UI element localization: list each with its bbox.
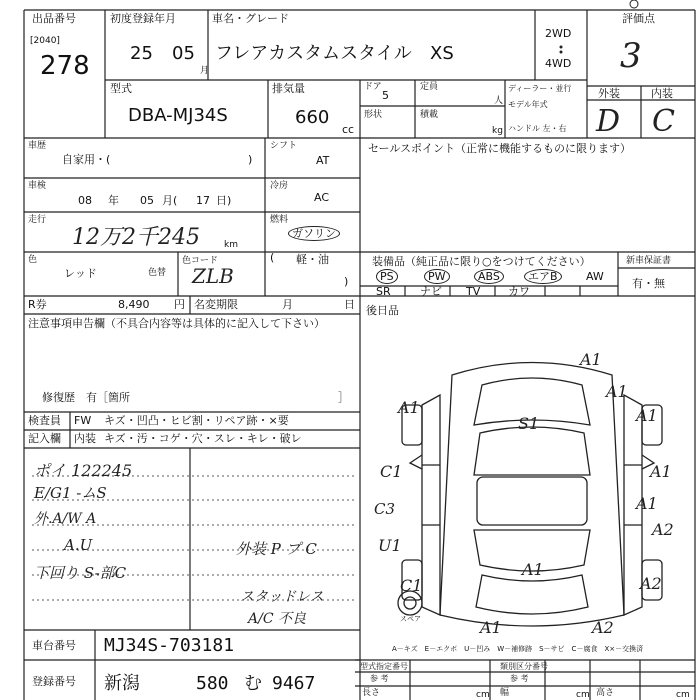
handwritten-note: ポイ 122245 — [34, 461, 133, 480]
fw-label: FW — [74, 414, 92, 427]
equip-pw: PW — [424, 271, 450, 283]
spare-label: スペア — [400, 615, 421, 623]
damage-mark: A1 — [580, 350, 602, 369]
insp-month: 05 — [140, 194, 154, 207]
drive-4wd: 4WD — [545, 57, 572, 70]
equip-abs: ABS — [474, 271, 504, 283]
damage-mark: C1 — [400, 576, 423, 595]
fuel-paren-close: ) — [344, 275, 349, 288]
caution-label: 注意事項申告欄（不具合内容等は具体的に記入して下さい） — [28, 317, 325, 330]
damage-legend: A－キズ E－エクボ U－凹み W－補修跡 S－サビ C－腐食 X×－交換済 — [392, 645, 644, 653]
damage-mark: A1 — [398, 398, 420, 417]
form-type-label: 型式指定番号 — [360, 662, 408, 671]
capacity-label: 定員 — [420, 82, 439, 92]
handle-label: ハンドル 左・右 — [508, 124, 567, 133]
displacement: 660 — [295, 107, 330, 128]
name-change-month: 月 — [282, 298, 293, 311]
model-year-label: モデル年式 — [508, 100, 548, 109]
damage-mark: C3 — [374, 500, 396, 518]
entry-label: 記入欄 — [28, 432, 61, 445]
displacement-label: 排気量 — [272, 82, 305, 95]
ac-value: AC — [314, 191, 330, 204]
shift-label: シフト — [270, 141, 298, 151]
fuel-circled: ガソリン — [288, 226, 340, 241]
fuel-value — [288, 228, 340, 240]
car-name-label: 車名・グレード — [212, 12, 289, 25]
repair-close: ］ — [338, 391, 349, 404]
chassis-label: 車台番号 — [32, 639, 76, 652]
insp-day-unit: 日) — [216, 194, 232, 207]
lot-code: [2040] — [30, 36, 60, 46]
color-change-label: 色替 — [148, 268, 167, 278]
damage-mark: S1 — [518, 414, 540, 433]
color-value: レッド — [64, 267, 97, 280]
grade: XS — [430, 43, 454, 64]
shape-label: 形状 — [364, 110, 383, 120]
plate-number: 9467 — [272, 673, 316, 694]
insp-year: 08 — [78, 194, 92, 207]
plate-kana: む — [244, 673, 262, 694]
cc-unit: cc — [342, 123, 355, 136]
damage-mark: A2 — [640, 574, 662, 593]
damage-mark: A1 — [650, 462, 672, 481]
equip-airbag: エアB — [524, 271, 562, 283]
plate-class: 580 — [196, 673, 229, 694]
handwritten-note: 下回り S-部C — [34, 564, 127, 582]
fuel-paren-open: ( — [270, 251, 275, 264]
damage-mark: A1 — [636, 494, 658, 513]
form-class-label: 類別区分番号 — [500, 662, 548, 671]
name-change-day: 日 — [344, 298, 355, 311]
ref-label-a: 参 考 — [370, 674, 389, 683]
exterior-label: 外装 — [598, 87, 620, 100]
score-value: 3 — [620, 36, 642, 76]
inspection-label: 車検 — [28, 181, 47, 191]
kg-unit: kg — [492, 126, 503, 136]
warranty-value: 有・無 — [632, 277, 665, 290]
sales-points-title: セールスポイント（正常に機能するものに限ります） — [368, 142, 632, 155]
warranty-label: 新車保証書 — [626, 256, 672, 266]
equipment-title: 装備品（純正品に限り○をつけてください） — [372, 255, 591, 268]
chassis-number: MJ34S-703181 — [104, 635, 235, 656]
insp-month-unit: 月( — [162, 194, 178, 207]
damage-mark: A1 — [522, 560, 544, 579]
cm-unit: cm — [576, 690, 590, 700]
km-unit: km — [224, 240, 238, 250]
month-unit: 月 — [200, 66, 210, 76]
equip-tv: TV — [466, 285, 481, 298]
usage-close: ) — [248, 153, 253, 166]
fuel-options: 軽・油 — [296, 253, 329, 266]
handwritten-note: A/C 不良 — [248, 611, 306, 627]
height-label: 高さ — [596, 688, 615, 698]
insp-day: 17 — [196, 194, 210, 207]
score-label: 評価点 — [622, 12, 655, 25]
door-label: ドア — [364, 82, 382, 92]
recycle-label: R券 — [28, 298, 47, 311]
handwritten-note: 外.A/W A — [34, 511, 97, 527]
drive-2wd: 2WD — [545, 27, 572, 40]
doors: 5 — [382, 89, 389, 102]
equip-sr: SR — [376, 285, 391, 298]
name-change-label: 名変期限 — [194, 298, 238, 311]
dealer-label: ディーラー・並行 — [508, 84, 572, 93]
person-unit: 人 — [494, 96, 504, 106]
recycle-fee: 8,490 — [118, 298, 150, 311]
equip-navi: ナビ — [420, 285, 442, 298]
plate-region: 新潟 — [104, 673, 140, 694]
damage-mark: C1 — [380, 462, 403, 481]
cm-unit: cm — [476, 690, 490, 700]
damage-mark: A1 — [636, 406, 658, 425]
fuel-label: 燃料 — [270, 215, 289, 225]
usage-value: 自家用・( — [62, 153, 111, 166]
rear-seat-label: 後日品 — [366, 304, 399, 317]
mileage-value: 12万2千245 — [72, 225, 200, 250]
cm-unit: cm — [676, 690, 690, 700]
model-code: DBA-MJ34S — [128, 105, 228, 126]
year-unit: 年 — [108, 194, 119, 207]
interior-label: 内装 — [651, 87, 673, 100]
ac-label: 冷房 — [270, 181, 289, 191]
first-reg-label: 初度登録年月 — [110, 12, 176, 25]
fw-items: キズ・凹凸・ヒビ割・リペア跡・×要 — [104, 414, 289, 427]
equip-aw: AW — [586, 270, 604, 283]
lot-label: 出品番号 — [32, 12, 76, 25]
usage-label: 車歴 — [28, 141, 47, 151]
shift-value: AT — [316, 154, 330, 167]
width-label: 幅 — [500, 688, 510, 698]
damage-mark: A1 — [480, 618, 502, 637]
damage-mark: A2 — [652, 520, 674, 539]
handwritten-note: 外装 P プ C — [236, 540, 317, 558]
plate-label: 登録番号 — [32, 675, 76, 688]
interior-items: キズ・汚・コゲ・穴・スレ・キレ・破レ — [104, 432, 302, 445]
damage-mark: A2 — [592, 618, 614, 637]
mileage-label: 走行 — [28, 215, 47, 225]
ref-label-b: 参 考 — [510, 674, 529, 683]
inspector-label: 検査員 — [28, 414, 61, 427]
yen-unit: 円 — [174, 298, 185, 311]
color-code: ZLB — [192, 264, 234, 288]
damage-mark: U1 — [378, 536, 402, 555]
length-label: 長さ — [362, 688, 381, 698]
handwritten-note: E/G1 -ムS — [34, 484, 107, 502]
handwritten-note: スタッドレス — [240, 589, 324, 605]
load-label: 積載 — [420, 110, 439, 120]
lot-number: 278 — [40, 51, 90, 81]
interior-tag: 内装 — [74, 432, 96, 445]
repair-label: 修復歴 有［箇所 — [42, 391, 130, 404]
equip-ps: PS — [376, 271, 398, 283]
interior-grade: C — [652, 104, 675, 139]
reg-month: 05 — [172, 43, 195, 64]
color-label: 色 — [28, 255, 38, 265]
exterior-grade: D — [596, 104, 621, 139]
handwritten-note: A.U — [64, 536, 93, 554]
reg-year: 25 — [130, 43, 153, 64]
color-code-label: 色コード — [182, 256, 219, 266]
equip-leather: カワ — [508, 285, 530, 298]
model-label: 型式 — [110, 82, 132, 95]
damage-mark: A1 — [606, 382, 628, 401]
car-name: フレアカスタムスタイル — [215, 43, 412, 64]
